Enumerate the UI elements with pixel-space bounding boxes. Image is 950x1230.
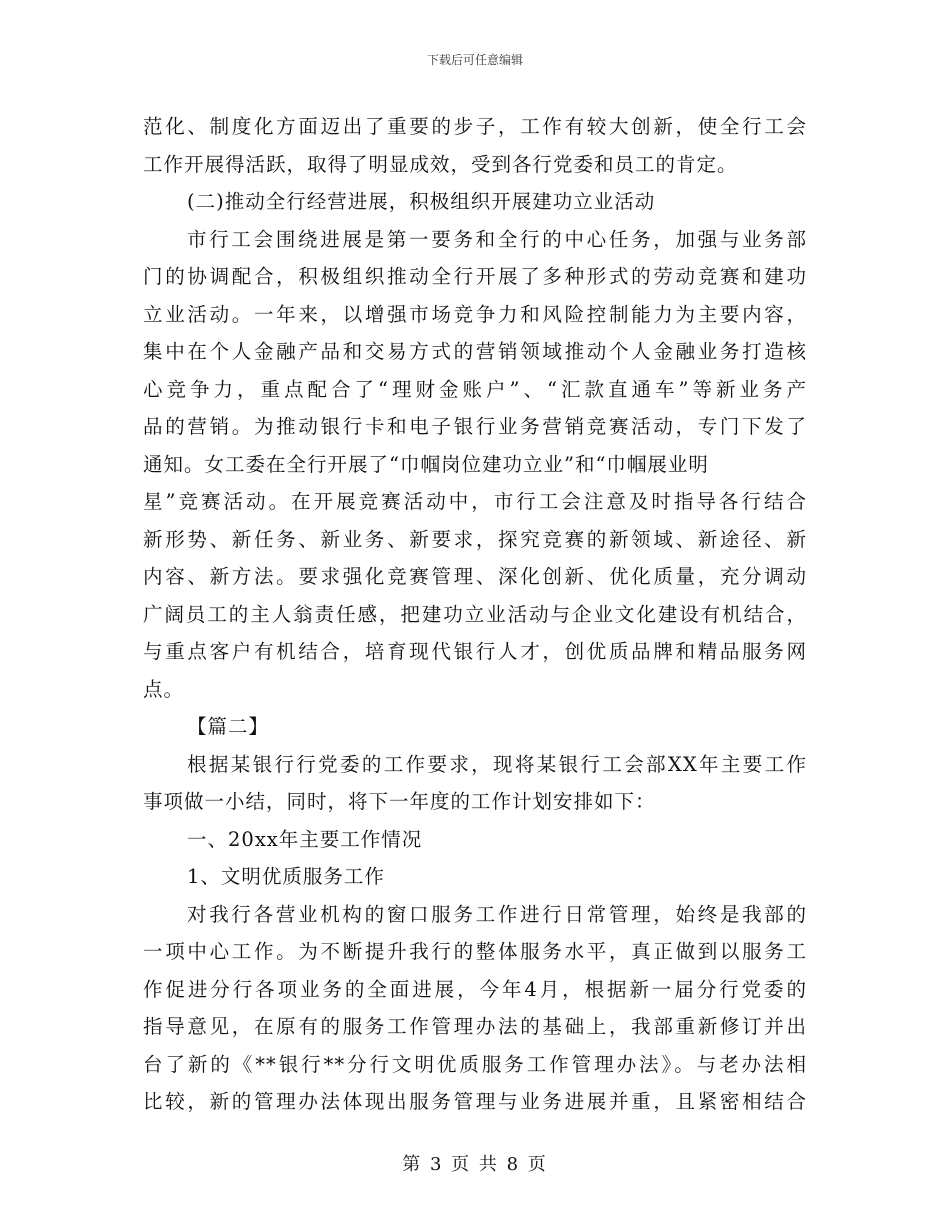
- text-line: 台了新的《**银行**分行文明优质服务工作管理办法》。与老办法相: [143, 1052, 807, 1076]
- text-line: 指导意见，在原有的服务工作管理办法的基础上，我部重新修订并出: [143, 1015, 807, 1038]
- text-line: 门的协调配合，积极组织推动全行开展了多种形式的劳动竞赛和建功: [143, 265, 807, 288]
- text-line: 星”竞赛活动。在开展竞赛活动中，市行工会注意及时指导各行结合: [143, 490, 807, 513]
- text-line: 点。: [143, 677, 185, 701]
- text-line: 内容、新方法。要求强化竞赛管理、深化创新、优化质量，充分调动: [143, 565, 807, 588]
- text-line: 比较，新的管理办法体现出服务管理与业务进展并重，且紧密相结合: [143, 1090, 807, 1113]
- document-body: [143, 108, 807, 1121]
- text-line: 通知。女工委在全行开展了“巾帼岗位建功立业”和“巾帼展业明: [143, 452, 709, 476]
- section-heading: 1、文明优质服务工作: [187, 865, 385, 888]
- text-line: 工作开展得活跃，取得了明显成效，受到各行党委和员工的肯定。: [143, 152, 738, 176]
- paragraph-start-line: 根据某银行行党委的工作要求，现将某银行工会部XX年主要工作: [187, 752, 807, 776]
- paragraph-start-line: 对我行各营业机构的窗口服务工作进行日常管理，始终是我部的: [187, 902, 807, 926]
- text-line: 新形势、新任务、新业务、新要求，探究竞赛的新领域、新途径、新: [143, 527, 807, 551]
- text-line: 一项中心工作。为不断提升我行的整体服务水平，真正做到以服务工: [143, 940, 807, 963]
- text-line: 集中在个人金融产品和交易方式的营销领域推动个人金融业务打造核: [143, 340, 807, 363]
- text-line: 心竞争力，重点配合了“理财金账户”、“汇款直通车”等新业务产: [143, 377, 807, 401]
- text-line: 作促进分行各项业务的全面进展，今年4月，根据新一届分行党委的: [143, 977, 807, 1001]
- page-header-note: 下载后可任意编辑: [426, 53, 523, 67]
- section-heading: 【篇二】: [187, 715, 270, 738]
- text-line: 范化、制度化方面迈出了重要的步子，工作有较大创新，使全行工会: [143, 115, 807, 138]
- section-heading: (二)推动全行经营进展，积极组织开展建功立业活动: [187, 190, 656, 213]
- text-line: 品的营销。为推动银行卡和电子银行业务营销竞赛活动，专门下发了: [143, 415, 807, 438]
- text-line: 与重点客户有机结合，培育现代银行人才，创优质品牌和精品服务网: [143, 640, 807, 663]
- text-line: 事项做一小结，同时，将下一年度的工作计划安排如下：: [143, 790, 656, 813]
- text-line: 广阔员工的主人翁责任感，把建功立业活动与企业文化建设有机结合，: [143, 602, 807, 626]
- paragraph-start-line: 市行工会围绕进展是第一要务和全行的中心任务，加强与业务部: [187, 227, 807, 251]
- text-line: 立业活动。一年来，以增强市场竞争力和风险控制能力为主要内容，: [143, 302, 807, 326]
- section-heading: 一、20xx年主要工作情况: [187, 827, 423, 851]
- page-number: 第 3 页 共 8 页: [402, 1154, 548, 1175]
